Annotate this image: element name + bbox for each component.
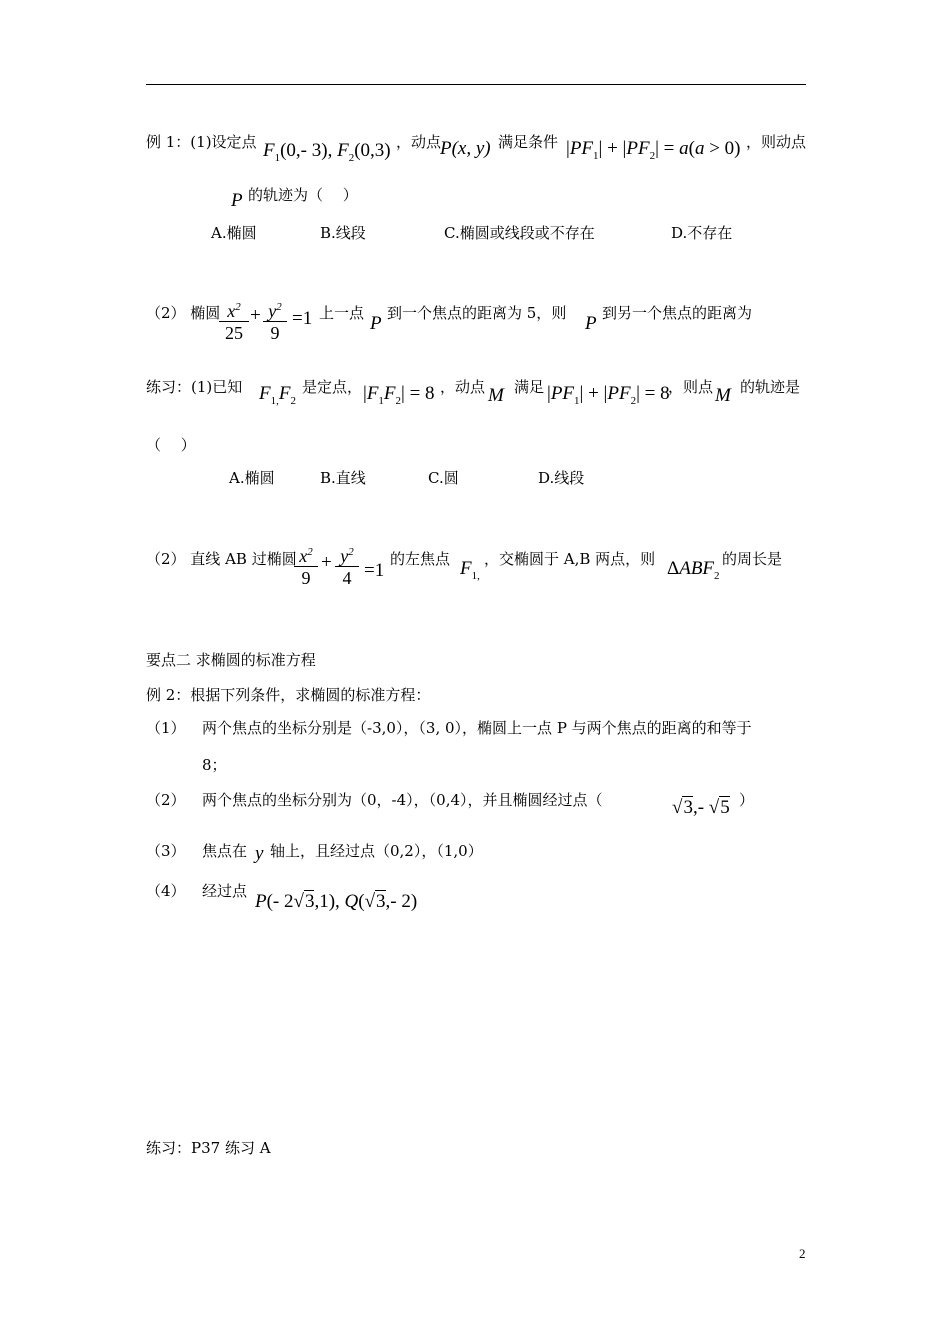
practice1-distance-math: $|F_1F_2| = 8$ (363, 383, 435, 407)
ex1-then-label: ，则动点 (746, 133, 807, 151)
header-rule (146, 84, 806, 85)
practice2-triangle: $\Delta ABF_2$ (667, 558, 720, 582)
ex1-option-c: C.椭圆或线段或不存在 (444, 224, 595, 242)
ex2-item2-num: （2） (146, 791, 186, 809)
ex2-title: 例 2：根据下列条件，求椭圆的标准方程： (146, 686, 431, 704)
ex2-item4-text: 经过点 (202, 882, 248, 900)
ex2-item2-text: 两个焦点的坐标分别为（0，-4），（0,4），并且椭圆经过点（ (202, 791, 603, 809)
ex2-item3-num: （3） (146, 842, 186, 860)
practice2-equals-one: =1 (364, 560, 385, 581)
ex1-label: 例 1：(1)设定点 (146, 133, 257, 151)
ex2-item1-text: 两个焦点的坐标分别是（-3,0），（3, 0），椭圆上一点 P 与两个焦点的距离的和等于 (202, 719, 752, 737)
practice3: 练习：P37 练习 A (146, 1139, 271, 1157)
ex1-2-plus: + (250, 305, 261, 326)
ex1-2-p1: P (370, 313, 382, 334)
ex1-2-equals-one: =1 (292, 308, 313, 329)
practice2-mid2: ，交椭圆于 A,B 两点，则 (484, 550, 656, 568)
ex1-locus-text: 的轨迹为（ ） (248, 186, 358, 204)
ex2-item1-cont: 8； (202, 756, 227, 774)
ex1-option-a: A.椭圆 (211, 224, 257, 242)
ex1-cond-label: 满足条件 (498, 133, 559, 151)
practice1-tail: 的轨迹是 (740, 378, 801, 396)
ex1-2-tail: 到另一个焦点的距离为 (602, 304, 753, 322)
section2-title: 要点二 求椭圆的标准方程 (146, 651, 316, 669)
practice1-m1: M (488, 385, 504, 406)
ex2-item3-text-a: 焦点在 (202, 842, 248, 860)
page-number: 2 (799, 1246, 806, 1261)
ex2-item3-text-b: 轴上，且经过点（0,2），（1,0） (270, 842, 483, 860)
ex1-2-mid1: 上一点 (319, 304, 365, 322)
ex1-locus-p: P (231, 190, 243, 211)
ex1-moving-label: ，动点 (396, 133, 442, 151)
practice1-foci: $F_{1,}F_2$ (259, 383, 296, 407)
ex1-option-d: D.不存在 (671, 224, 733, 242)
ex2-item4-points-math: P(- 2√3,1), Q(√3,- 2) (255, 891, 418, 912)
ex1-points-math: $F_1(0,-$ 3), $F_2(0,3)$ (263, 140, 391, 164)
practice1-satisfy: 满足 (514, 378, 545, 396)
ex1-option-b: B.线段 (320, 224, 366, 242)
practice1-paren: （ ） (146, 436, 196, 454)
ex1-2-fraction-x: $x^2$ 25 (219, 297, 249, 344)
ex1-condition-math: $|PF_1| + |PF_2| = a(a > 0)$ (566, 138, 741, 162)
ex2-item1-num: （1） (146, 719, 186, 737)
practice1-m2: M (715, 385, 731, 406)
ex1-2-prefix: （2） 椭圆 (146, 304, 221, 322)
practice2-prefix: （2） 直线 AB 过椭圆 (146, 550, 297, 568)
practice2-fraction-x: $x^2$ 9 (294, 542, 318, 589)
practice1-condition-math: $|PF_1| + |PF_2| = 8$ (547, 383, 670, 407)
ex2-item4-num: （4） (146, 882, 186, 900)
practice2-focus: $F_{1,}$ (460, 558, 480, 582)
practice1-prefix: 练习：(1)已知 (146, 378, 243, 396)
practice2-mid1: 的左焦点 (390, 550, 451, 568)
ex2-item2-point-math: √3,- √5 (672, 797, 730, 818)
practice1-moving: ，动点 (440, 378, 486, 396)
ex2-item2-close: ） (739, 791, 755, 809)
practice1-option-a: A.椭圆 (229, 469, 275, 487)
practice2-tail: 的周长是 (722, 550, 783, 568)
practice1-option-b: B.直线 (320, 469, 366, 487)
ex1-2-p2: P (585, 313, 597, 334)
practice2-fraction-y: $y^2$ 4 (335, 542, 359, 589)
ex1-2-fraction-y: $y^2$ 9 (263, 297, 287, 344)
practice1-fixed: 是定点， (302, 378, 363, 396)
practice1-option-c: C.圆 (428, 469, 459, 487)
practice2-plus: + (321, 552, 332, 573)
ex2-item3-var: y (255, 843, 264, 864)
ex1-moving-point: P(x, y) (440, 138, 491, 159)
ex1-2-mid2: 到一个焦点的距离为 5，则 (387, 304, 567, 322)
practice1-option-d: D.线段 (538, 469, 585, 487)
practice1-then: ，则点 (668, 378, 714, 396)
